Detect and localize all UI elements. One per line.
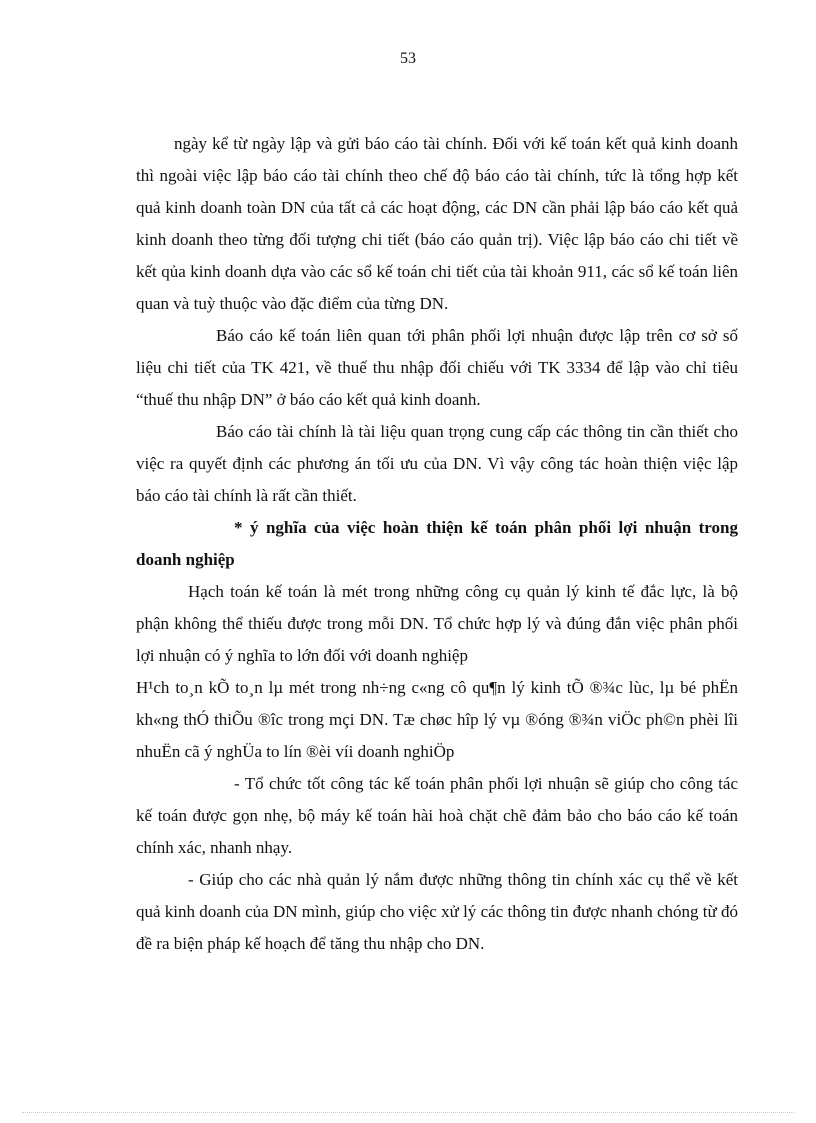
document-body (136, 128, 738, 960)
paragraph-profit-distribution-report: Báo cáo kế toán liên quan tới phân phối lợi nhuận được lập trên cơ sở số liệu chi tiết của TK 421, về thuế thu nhập đối chiếu với TK 3334 để lập vào chỉ tiêu “thuế thu nhập DN” ở báo cáo kết quả kinh doanh. (136, 326, 738, 409)
page-bottom-divider (22, 1112, 794, 1113)
paragraph-benefit-organization: - Tổ chức tốt công tác kế toán phân phối lợi nhuận sẽ giúp cho công tác kế toán được gọn nhẹ, bộ máy kế toán hài hoà chặt chẽ đảm bảo cho báo cáo kế toán chính xác, nhanh nhạy. (136, 774, 738, 857)
paragraph-accounting-role: Hạch toán kế toán là mét trong những công cụ quản lý kinh tế đắc lực, là bộ phận không thể thiếu được trong mỗi DN. Tổ chức hợp lý và đúng đắn việc phân phối lợi nhuận có ý nghĩa to lớn đối với doanh nghiệp (136, 582, 738, 665)
paragraph-financial-report-deadline: ngày kể từ ngày lập và gửi báo cáo tài chính. Đối với kế toán kết quả kinh doanh thì ngoài việc lập báo cáo tài chính theo chế độ báo cáo tài chính, tức là tổng hợp kết quả kinh doanh toàn DN của tất cả các hoạt động, các DN cần phải lập báo cáo kết quả kinh doanh theo từng đối tượng chi tiết (báo cáo quản trị). Việc lập báo cáo chi tiết về kết qủa kinh doanh dựa vào các sổ kế toán chi tiết của tài khoản 911, các sổ kế toán liên quan và tuỳ thuộc vào đặc điểm của từng DN. (136, 134, 738, 313)
section-heading: * ý nghĩa của việc hoàn thiện kế toán phân phối lợi nhuận trong doanh nghiệp (136, 518, 738, 569)
paragraph-legacy-encoded: H¹ch to¸n kÕ to¸n lµ mét trong nh÷ng c«ng cô qu¶n lý kinh tÕ ®¾c lùc, lµ bé phËn kh«ng thÓ thiÕu ®îc trong mçi DN. Tæ chøc hîp lý vµ ®óng ®¾n viÖc ph©n phèi lîi nhuËn cã ý nghÜa to lín ®èi víi doanh nghiÖp (136, 678, 738, 761)
paragraph-benefit-management: - Giúp cho các nhà quản lý nắm được những thông tin chính xác cụ thể về kết quả kinh doanh của DN mình, giúp cho việc xử lý các thông tin được nhanh chóng từ đó đề ra biện pháp kế hoạch để tăng thu nhập cho DN. (136, 870, 738, 953)
page-number: 53 (400, 50, 416, 67)
paragraph-financial-report-importance: Báo cáo tài chính là tài liệu quan trọng cung cấp các thông tin cần thiết cho việc ra quyết định các phương án tối ưu của DN. Vì vậy công tác hoàn thiện việc lập báo cáo tài chính là rất cần thiết. (136, 422, 738, 505)
